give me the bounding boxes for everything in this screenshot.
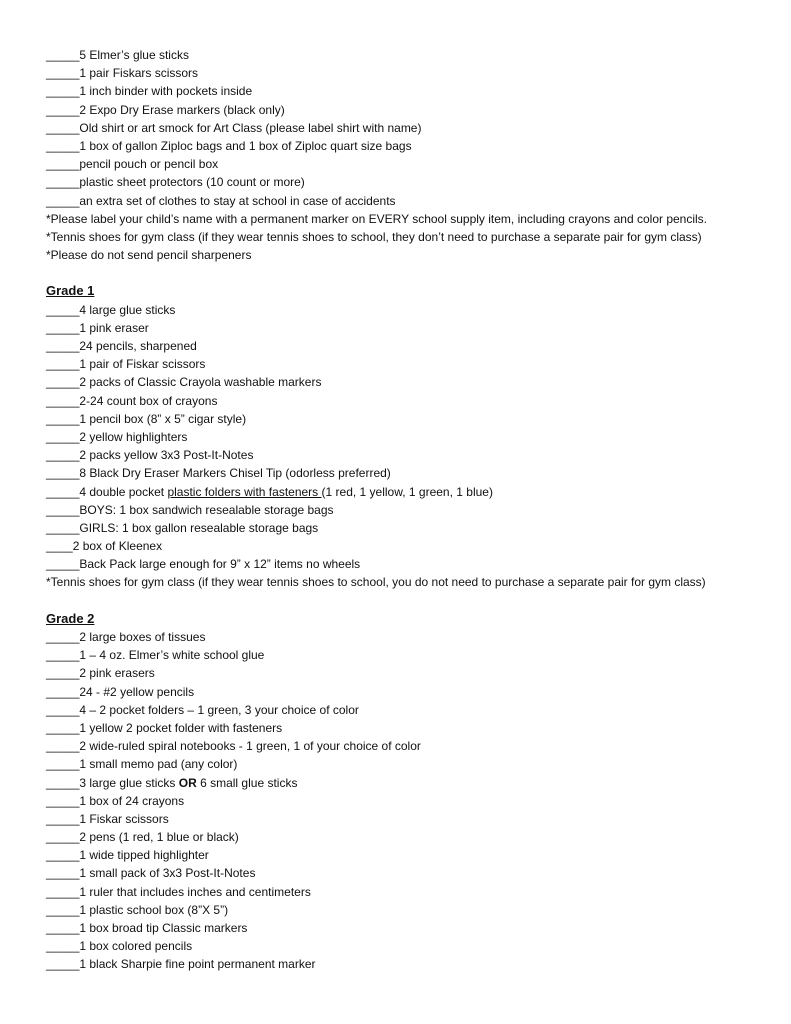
note: *Tennis shoes for gym class (if they wear tennis shoes to school, you do not need to purchase a separate pair for gym class): [46, 575, 706, 590]
list-item: _____1 small pack of 3x3 Post-It-Notes: [46, 866, 256, 881]
supply-list-page: [46, 46, 766, 974]
list-item: _____GIRLS: 1 box gallon resealable storage bags: [46, 520, 319, 535]
list-item: _____2 pink erasers: [46, 666, 155, 681]
list-item: _____1 box broad tip Classic markers: [46, 921, 248, 935]
item-text: _____4 double pocket: [46, 484, 168, 499]
list-item: _____1 – 4 oz. Elmer’s white school glue: [46, 648, 265, 663]
list-item: _____1 plastic school box (8”X 5”): [46, 902, 229, 917]
list-item: _____Old shirt or art smock for Art Class (please label shirt with name): [46, 120, 422, 135]
note: *Please do not send pencil sharpeners: [46, 248, 252, 263]
list-item: _____1 black Sharpie fine point permanent marker: [46, 957, 316, 972]
list-item: _____1 pair of Fiskar scissors: [46, 357, 206, 372]
list-item: _____2 pens (1 red, 1 blue or black): [46, 830, 239, 845]
list-item: _____24 - #2 yellow pencils: [46, 684, 195, 699]
list-item: _____1 wide tipped highlighter: [46, 848, 209, 863]
item-text: 6 small glue sticks: [196, 775, 298, 790]
list-item: _____2 Expo Dry Erase markers (black only): [46, 102, 285, 117]
list-item: _____24 pencils, sharpened: [46, 339, 197, 353]
note: *Please label your child’s name with a permanent marker on EVERY school supply item, including crayons and color pencils.: [46, 211, 708, 226]
list-item: _____1 inch binder with pockets inside: [46, 84, 253, 99]
list-item: _____BOYS: 1 box sandwich resealable storage bags: [46, 502, 334, 517]
list-item: ____2 box of Kleenex: [46, 539, 163, 554]
list-item: _____2 packs yellow 3x3 Post-It-Notes: [46, 448, 254, 463]
grade-1-section: [46, 282, 766, 591]
list-item: _____1 pencil box (8” x 5” cigar style): [46, 411, 247, 426]
underlined-text: plastic folders with fasteners: [167, 484, 322, 499]
list-item: _____5 Elmer’s glue sticks: [46, 48, 189, 62]
list-item: _____8 Black Dry Eraser Markers Chisel Tip (odorless preferred): [46, 466, 391, 481]
item-text: _____3 large glue sticks: [46, 775, 179, 790]
bold-text: OR: [178, 775, 197, 790]
intro-list: [46, 46, 766, 264]
grade-2-section: [46, 610, 766, 974]
list-item: [46, 774, 766, 792]
note: *Tennis shoes for gym class (if they wear tennis shoes to school, they don’t need to purchase a separate pair for gym class): [46, 229, 702, 244]
list-item: _____2 large boxes of tissues: [46, 630, 206, 644]
list-item: _____4 large glue sticks: [46, 302, 176, 317]
list-item: _____pencil pouch or pencil box: [46, 157, 219, 172]
list-item: _____4 – 2 pocket folders – 1 green, 3 your choice of color: [46, 702, 359, 717]
list-item: _____1 Fiskar scissors: [46, 811, 169, 826]
list-item: _____1 box of 24 crayons: [46, 793, 185, 808]
list-item: _____1 box of gallon Ziploc bags and 1 box of Ziploc quart size bags: [46, 138, 412, 153]
list-item: _____an extra set of clothes to stay at school in case of accidents: [46, 193, 396, 208]
item-text: (1 red, 1 yellow, 1 green, 1 blue): [321, 484, 493, 499]
list-item: _____Back Pack large enough for 9” x 12” items no wheels: [46, 557, 361, 572]
list-item: _____plastic sheet protectors (10 count or more): [46, 175, 305, 190]
list-item: _____1 pink eraser: [46, 320, 149, 335]
list-item: _____1 box colored pencils: [46, 939, 193, 954]
list-item: _____2 yellow highlighters: [46, 429, 188, 444]
list-item: _____2 packs of Classic Crayola washable markers: [46, 375, 322, 390]
list-item: _____2-24 count box of crayons: [46, 393, 218, 408]
list-item: _____1 yellow 2 pocket folder with fasteners: [46, 720, 283, 735]
section-heading: Grade 2: [46, 610, 95, 626]
list-item: [46, 483, 766, 501]
list-item: _____1 small memo pad (any color): [46, 757, 238, 772]
list-item: _____1 ruler that includes inches and centimeters: [46, 884, 311, 899]
list-item: _____2 wide-ruled spiral notebooks - 1 green, 1 of your choice of color: [46, 739, 421, 754]
section-heading: Grade 1: [46, 283, 95, 299]
list-item: _____1 pair Fiskars scissors: [46, 66, 199, 81]
